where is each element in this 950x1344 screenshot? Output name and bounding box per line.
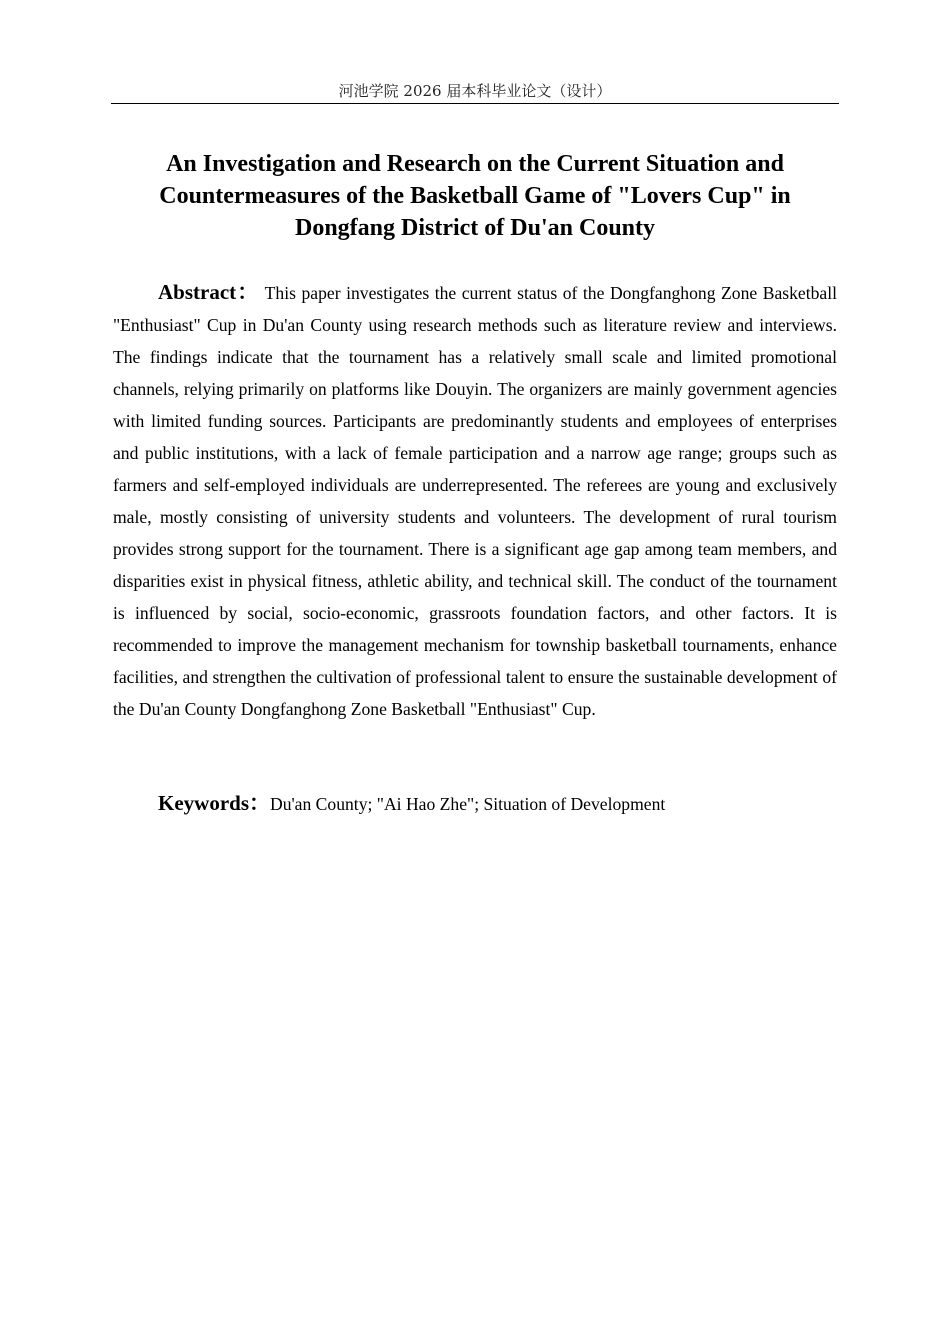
paper-title (111, 148, 839, 244)
title-line-2: Countermeasures of the Basketball Game of "Lovers Cup" in (159, 183, 791, 209)
running-header: 河池学院 2026 届本科毕业论文（设计） (338, 82, 612, 100)
keywords-label: Keywords： (158, 791, 270, 815)
abstract-text: This paper investigates the current status of the Dongfanghong Zone Basketball "Enthusiast" Cup in Du'an County using research methods such as literature review and interviews. The findings indicate that the tournament has a relatively small scale and limited promotional channels, relying primarily on platforms like Douyin. The organizers are mainly government agencies with limited funding sources. Participants are predominantly students and employees of enterprises and public institutions, with a lack of female participation and a narrow age range; groups such as farmers and self-employed individuals are underrepresented. The referees are young and exclusively male, mostly consisting of university students and volunteers. The development of rural tourism provides strong support for the tournament. There is a significant age gap among team members, and disparities exist in physical fitness, athletic ability, and technical skill. The conduct of the tournament is influenced by social, socio-economic, grassroots foundation factors, and other factors. It is recommended to improve the management mechanism for township basketball tournaments, enhance facilities, and strengthen the cultivation of professional talent to ensure the sustainable development of the Du'an County Dongfanghong Zone Basketball "Enthusiast" Cup. (113, 283, 837, 719)
abstract-paragraph (113, 276, 837, 725)
title-line-1: An Investigation and Research on the Current Situation and (166, 151, 784, 177)
title-line-3: Dongfang District of Du'an County (294, 215, 656, 241)
header-rule (111, 103, 839, 104)
keywords-paragraph (158, 787, 838, 820)
abstract-label: Abstract： (158, 280, 260, 304)
keywords-text: Du'an County; "Ai Hao Zhe"; Situation of Development (270, 794, 666, 814)
